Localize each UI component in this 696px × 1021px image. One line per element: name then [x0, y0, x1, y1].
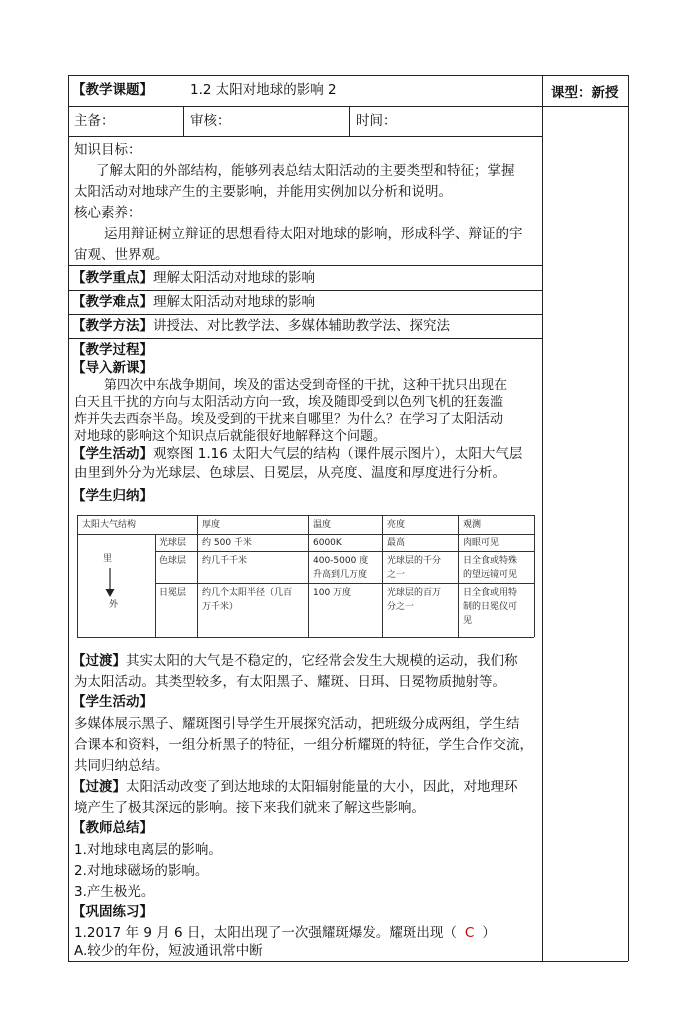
lesson-type: 课型：新授 — [551, 85, 619, 101]
inner-row-line — [77, 515, 534, 516]
transition1-line: 其实太阳的大气是不稳定的，它经常会发生大规模的运动，我们称 — [126, 653, 518, 669]
table-header: 亮度 — [387, 520, 406, 530]
layer-brightness: 之一 — [387, 570, 406, 580]
activity1-paragraph — [72, 445, 538, 483]
teacher-summary-list — [74, 840, 538, 903]
question-close: ） — [482, 925, 496, 941]
layer-observation: 日全食或特殊 — [463, 556, 518, 566]
layer-brightness: 光球层的千分 — [387, 556, 442, 566]
layer-temperature: 6000K — [313, 538, 342, 548]
practice-question-1 — [74, 924, 496, 942]
inner-label: 里 — [103, 554, 113, 564]
table-border-bottom — [68, 961, 628, 962]
summary-item: 1.对地球电离层的影响。 — [74, 842, 222, 858]
transition2-line: 太阳活动改变了到达地球的太阳辐射能量的大小，因此，对地理环 — [126, 779, 518, 795]
objectives-section — [74, 140, 538, 266]
transition2-label: 【过渡】 — [72, 779, 126, 795]
layer-name: 日冕层 — [159, 588, 187, 598]
layer-temperature: 100 万度 — [313, 588, 352, 598]
practice-option-a: A.较少的年份，短波通讯常中断 — [74, 943, 263, 959]
summary-item: 2.对地球磁场的影响。 — [74, 863, 209, 879]
difficult-point-text: 理解太阳活动对地球的影响 — [153, 294, 315, 310]
table-column-divider — [542, 75, 543, 961]
row-line — [68, 136, 542, 137]
key-point-text: 理解太阳活动对地球的影响 — [153, 270, 315, 286]
transition1-paragraph — [72, 651, 538, 693]
inner-col-line — [197, 515, 198, 637]
table-border-top — [68, 75, 628, 76]
summary1-label: 【学生归纳】 — [72, 488, 153, 504]
table-header: 太阳大气结构 — [82, 520, 137, 530]
intro-line: 炸并失去西奈半岛。埃及受到的干扰来自哪里？为什么？在学习了太阳活动 — [74, 412, 504, 427]
activity2-paragraph — [74, 714, 538, 777]
outer-label: 外 — [109, 600, 119, 610]
activity2-line: 多媒体展示黑子、耀斑图引导学生开展探究活动，把班级分成两组，学生结 — [74, 716, 520, 732]
row-line — [68, 314, 542, 315]
knowledge-label: 知识目标： — [74, 142, 142, 158]
intro-line: 对地球的影响这个知识点后就能很好地解释这个问题。 — [74, 429, 387, 444]
layer-observation: 见 — [463, 616, 473, 626]
layer-thickness: 万千米） — [202, 602, 239, 612]
knowledge-line: 了解太阳的外部结构，能够列表总结太阳活动的主要类型和特征；掌握 — [96, 163, 515, 179]
row-line — [68, 338, 542, 339]
question-text: 1.2017 年 9 月 6 日，太阳出现了一次强耀斑爆发。耀斑出现（ — [74, 925, 457, 941]
table-header: 温度 — [313, 520, 332, 530]
reviewer-field: 审核： — [190, 113, 231, 129]
intro-line: 白天且干扰的方向与太阳活动方向一致，埃及随即受到以色列飞机的狂轰滥 — [74, 395, 504, 410]
transition1-line: 为太阳活动。其类型较多，有太阳黑子、耀斑、日珥、日冕物质抛射等。 — [74, 674, 506, 690]
topic-value: 1.2 太阳对地球的影响 2 — [190, 82, 337, 98]
inner-col-line — [155, 534, 156, 637]
inner-row-line — [155, 583, 534, 584]
table-header: 观测 — [463, 520, 482, 530]
difficult-point-label: 【教学难点】 — [72, 294, 153, 310]
row-line — [68, 106, 628, 107]
inner-col-line — [77, 515, 78, 637]
row-line — [68, 290, 542, 291]
layer-brightness: 最高 — [387, 538, 406, 548]
process-title: 【教学过程】 — [72, 342, 153, 358]
layer-thickness: 约几千千米 — [202, 556, 248, 566]
meta-divider — [183, 106, 184, 136]
layer-observation: 肉眼可见 — [463, 538, 500, 548]
transition2-paragraph — [72, 777, 538, 819]
activity1-line: 观察图 1.16 太阳大气层的结构（课件展示图片），太阳大气层 — [153, 446, 523, 462]
topic-label: 【教学课题】 — [72, 82, 153, 98]
layer-temperature: 400-5000 度 — [313, 556, 369, 566]
transition2-line: 境产生了极其深远的影响。接下来我们就来了解这些影响。 — [74, 800, 425, 816]
intro-line: 第四次中东战争期间，埃及的雷达受到奇怪的干扰，这种干扰只出现在 — [104, 378, 508, 393]
core-line: 宙观、世界观。 — [74, 247, 169, 263]
inner-row-line — [155, 551, 534, 552]
activity1-label: 【学生活动】 — [72, 446, 153, 462]
key-point-label: 【教学重点】 — [72, 270, 153, 286]
layer-brightness: 分之一 — [387, 602, 415, 612]
time-field: 时间： — [356, 113, 397, 129]
layer-thickness: 约 500 千米 — [202, 538, 252, 548]
methods-label: 【教学方法】 — [72, 318, 153, 334]
difficult-point-row — [72, 293, 315, 311]
layer-name: 光球层 — [159, 538, 187, 548]
inside-to-outside-arrow-icon — [104, 568, 116, 598]
inner-col-line — [458, 515, 459, 637]
preparer-field: 主备： — [74, 113, 115, 129]
layer-temperature: 升高到几万度 — [313, 570, 368, 580]
layer-name: 色球层 — [159, 556, 187, 566]
intro-paragraph — [74, 377, 538, 445]
knowledge-line: 太阳活动对地球产生的主要影响，并能用实例加以分析和说明。 — [74, 184, 452, 200]
layer-observation: 制的日冕仪可 — [463, 602, 518, 612]
activity2-line: 合课本和资料，一组分析黑子的特征，一组分析耀斑的特征，学生合作交流， — [74, 737, 533, 753]
transition1-label: 【过渡】 — [72, 653, 126, 669]
table-header: 厚度 — [202, 520, 221, 530]
activity1-line: 由里到外分为光球层、色球层、日冕层，从亮度、温度和厚度进行分析。 — [74, 465, 506, 481]
inner-row-line — [77, 534, 534, 535]
meta-divider — [349, 106, 350, 136]
layer-thickness: 约几个太阳半径（几百 — [202, 588, 293, 598]
activity2-line: 共同归纳总结。 — [74, 758, 169, 774]
methods-text: 讲授法、对比教学法、多媒体辅助教学法、探究法 — [153, 318, 450, 334]
intro-title: 【导入新课】 — [72, 360, 153, 376]
layer-observation: 的望远镜可见 — [463, 570, 518, 580]
question-answer: C — [464, 925, 475, 941]
inner-col-line — [534, 515, 535, 637]
summary-item: 3.产生极光。 — [74, 884, 155, 900]
inner-col-line — [308, 515, 309, 637]
table-border-right — [628, 75, 629, 961]
layer-brightness: 光球层的百万 — [387, 588, 442, 598]
key-point-row — [72, 269, 315, 287]
methods-row — [72, 317, 450, 335]
core-line: 运用辩证树立辩证的思想看待太阳对地球的影响，形成科学、辩证的宇 — [104, 226, 523, 242]
activity2-label: 【学生活动】 — [72, 694, 153, 710]
inner-col-line — [382, 515, 383, 637]
table-border-left — [68, 75, 69, 961]
teacher-summary-label: 【教师总结】 — [72, 820, 153, 836]
core-label: 核心素养： — [74, 205, 142, 221]
practice-label: 【巩固练习】 — [72, 904, 153, 920]
layer-observation: 日全食或用特 — [463, 588, 518, 598]
inner-row-line — [77, 637, 534, 638]
